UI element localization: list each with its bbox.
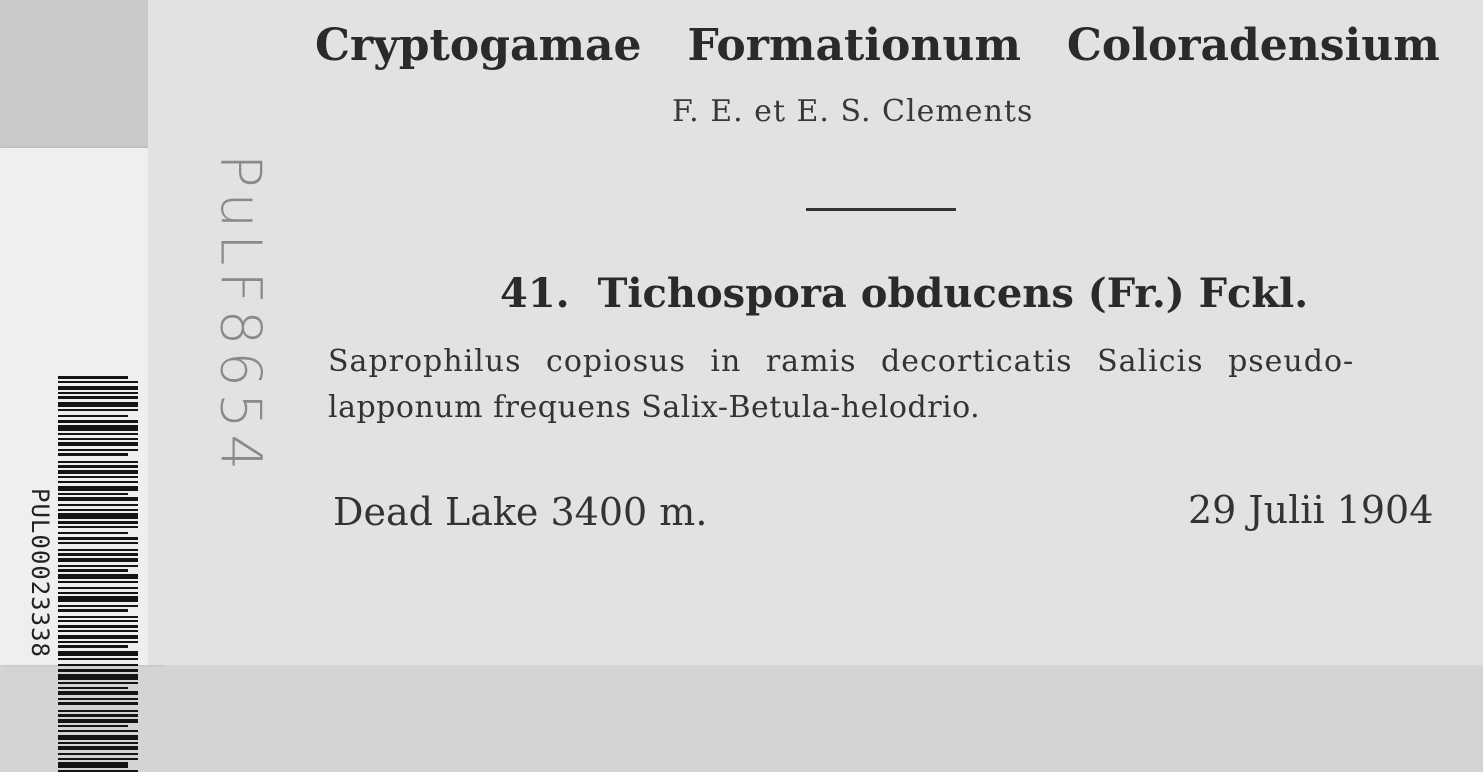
barcode-icon bbox=[58, 376, 138, 772]
title-word: Coloradensium bbox=[1066, 20, 1440, 71]
title-word: Cryptogamae bbox=[315, 20, 642, 71]
barcode-sticker bbox=[0, 148, 162, 665]
collection-date: 29 Julii 1904 bbox=[1188, 488, 1434, 532]
barcode-number: PUL00023338 bbox=[26, 488, 54, 658]
habitat-line: Saprophilus copiosus in ramis decorticatis Salicis pseudo- bbox=[328, 344, 1355, 379]
habitat-line: lapponum frequens Salix-Betula-helodrio. bbox=[328, 390, 981, 425]
species-heading bbox=[500, 270, 1308, 317]
species-name: Tichospora obducens (Fr.) Fckl. bbox=[597, 270, 1309, 317]
title-word: Formationum bbox=[687, 20, 1021, 71]
collectors: F. E. et E. S. Clements bbox=[672, 94, 1034, 129]
species-number: 41. bbox=[500, 270, 570, 317]
label-title bbox=[315, 20, 1440, 71]
handwritten-accession-number: PuLF8654 bbox=[207, 153, 273, 477]
divider bbox=[806, 208, 956, 211]
locality: Dead Lake 3400 m. bbox=[333, 490, 708, 534]
